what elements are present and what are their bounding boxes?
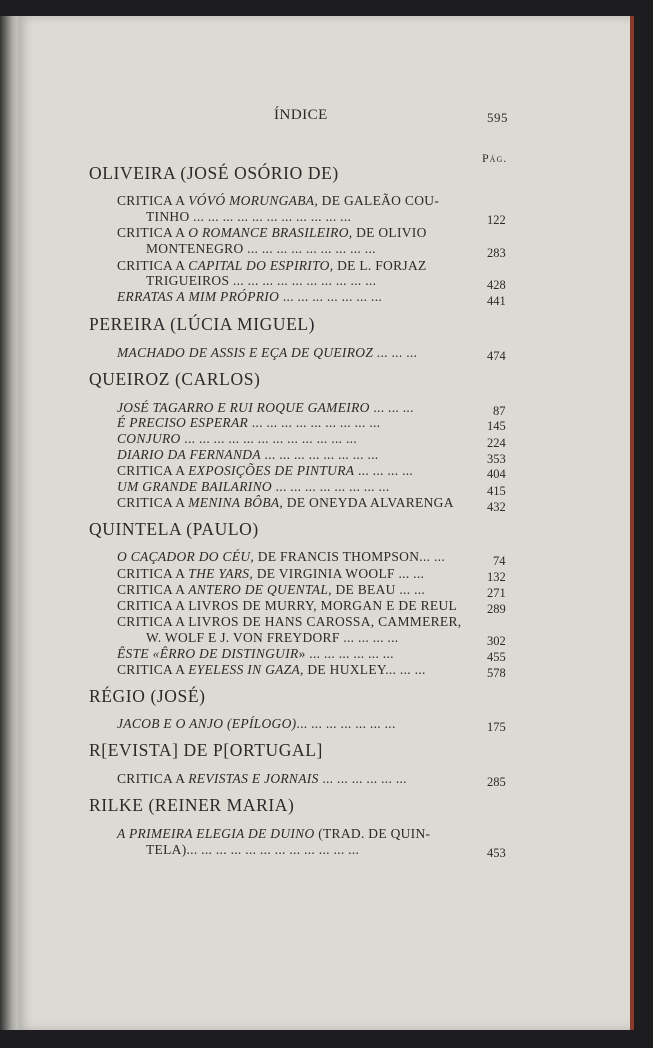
entry-line: W. WOLF E J. VON FREYDORF ... ... ... ... [146, 630, 399, 645]
entry-line: TELA)... ... ... ... ... ... ... ... ... ... ... ... [146, 842, 360, 857]
page-ref: 302 [487, 634, 506, 648]
entry-line: CRITICA A EYELESS IN GAZA, DE HUXLEY... ... ... [117, 662, 426, 677]
author-heading: R[EVISTA] DE P[ORTUGAL] [89, 740, 323, 760]
entry-line: O CAÇADOR DO CÉU, DE FRANCIS THOMPSON... ... [117, 549, 445, 564]
page-ref: 289 [487, 602, 506, 616]
page-ref: 453 [487, 846, 506, 860]
page-ref: 404 [487, 467, 506, 481]
page-ref: 455 [487, 650, 506, 664]
entry-line: TRIGUEIROS ... ... ... ... ... ... ... ... ... ... [146, 273, 377, 288]
entry-line: CONJURO ... ... ... ... ... ... ... ... ... ... ... ... [117, 431, 358, 446]
entry-line: CRITICA A LIVROS DE MURRY, MORGAN E DE REUL [117, 598, 458, 613]
page-ref: 428 [487, 278, 506, 292]
page-ref: 122 [487, 213, 506, 227]
entry-line: ERRATAS A MIM PRÓPRIO ... ... ... ... ... ... ... [117, 289, 383, 304]
entry-line: CRITICA A LIVROS DE HANS CAROSSA, CAMMERER, [117, 614, 462, 629]
author-heading: QUINTELA (PAULO) [89, 519, 259, 539]
entry-line: A PRIMEIRA ELEGIA DE DUINO (TRAD. DE QUIN- [117, 826, 431, 841]
entry-line: ÊSTE «ÊRRO DE DISTINGUIR» ... ... ... ... ... ... [117, 646, 394, 661]
entry-line: CRITICA A THE YARS, DE VIRGINIA WOOLF ... ... [117, 566, 425, 581]
page-gutter-shadow [0, 16, 20, 1030]
entry-line: UM GRANDE BAILARINO ... ... ... ... ... ... ... ... [117, 479, 390, 494]
page-title: ÍNDICE [274, 107, 328, 123]
entry-line: TINHO ... ... ... ... ... ... ... ... ... ... ... [146, 209, 352, 224]
entry-line: É PRECISO ESPERAR ... ... ... ... ... ... ... ... ... [117, 415, 381, 430]
red-book-edge [630, 16, 634, 1030]
page-ref: 74 [493, 554, 506, 568]
entry-line: CRITICA A REVISTAS E JORNAIS ... ... ... ... ... ... [117, 771, 407, 786]
page-ref: 353 [487, 452, 506, 466]
entry-line: CRITICA A CAPITAL DO ESPIRITO, DE L. FORJAZ [117, 258, 427, 273]
page-ref: 271 [487, 586, 506, 600]
page-ref: 578 [487, 666, 506, 680]
entry-line: CRITICA A MENINA BÔBA, DE ONEYDA ALVARENGA [117, 495, 454, 510]
page-ref: 224 [487, 436, 506, 450]
entry-line: CRITICA A EXPOSIÇÕES DE PINTURA ... ... ... ... [117, 463, 414, 478]
entry-line: MACHADO DE ASSIS E EÇA DE QUEIROZ ... ... ... [117, 345, 418, 360]
author-heading: QUEIROZ (CARLOS) [89, 369, 261, 389]
author-heading: RILKE (REINER MARIA) [89, 795, 295, 815]
page-ref: 132 [487, 570, 506, 584]
author-heading: PEREIRA (LÚCIA MIGUEL) [89, 314, 316, 334]
entry-line: CRITICA A O ROMANCE BRASILEIRO, DE OLIVIO [117, 225, 427, 240]
page-ref: 145 [487, 419, 506, 433]
entry-line: DIARIO DA FERNANDA ... ... ... ... ... ... ... ... [117, 447, 379, 462]
page-ref: 175 [487, 720, 506, 734]
entry-line: JOSÉ TAGARRO E RUI ROQUE GAMEIRO ... ... ... [117, 400, 414, 415]
page-ref: 283 [487, 246, 506, 260]
entry-line: JACOB E O ANJO (EPÍLOGO)... ... ... ... ... ... ... [117, 716, 396, 731]
author-heading: RÉGIO (JOSÉ) [89, 686, 206, 706]
page-ref: 432 [487, 500, 506, 514]
entry-line: MONTENEGRO ... ... ... ... ... ... ... ... ... [146, 241, 376, 256]
page-number: 595 [487, 110, 508, 125]
entry-line: CRITICA A VÓVÓ MORUNGABA, DE GALEÃO COU- [117, 193, 440, 208]
page-ref: 415 [487, 484, 506, 498]
page-ref: 441 [487, 294, 506, 308]
entry-line: CRITICA A ANTERO DE QUENTAL, DE BEAU ... ... [117, 582, 426, 597]
page-ref: 87 [493, 404, 506, 418]
page-column-label: Pág. [482, 151, 508, 165]
page-ref: 474 [487, 349, 506, 363]
page-ref: 285 [487, 775, 506, 789]
author-heading: OLIVEIRA (JOSÉ OSÓRIO DE) [89, 163, 339, 183]
